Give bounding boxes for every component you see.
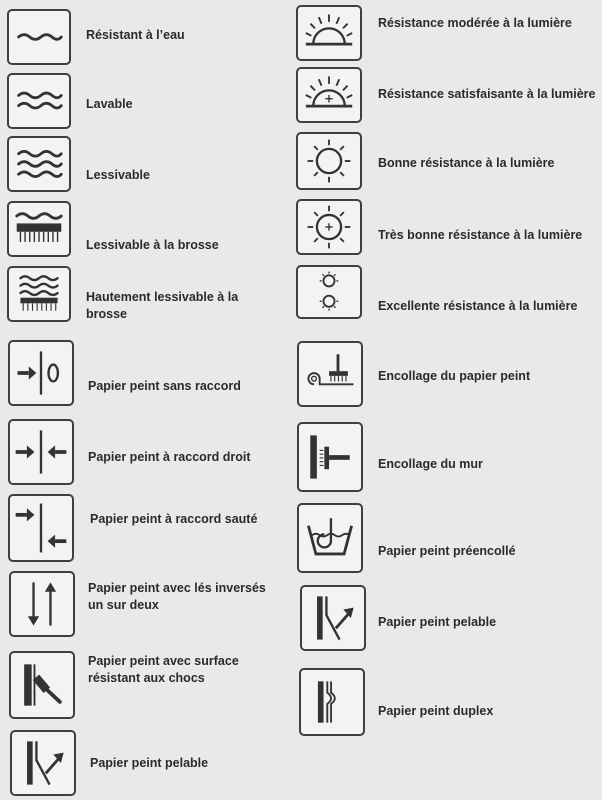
peel-arrow-icon [300, 585, 366, 651]
duplex-layers-icon [299, 668, 365, 736]
waves-brush-icon [7, 266, 71, 322]
reverse-arrows-icon [9, 571, 75, 637]
hammer-wall-icon [9, 651, 75, 719]
label-reverse-hanging: Papier peint avec lés inversés un sur deux [88, 581, 266, 612]
arrow-line-zero-icon [8, 340, 74, 406]
arrows-straight-match-icon [8, 419, 74, 485]
wave-brush-icon [7, 201, 71, 257]
label-no-match: Papier peint sans raccord [88, 379, 241, 393]
label-very-good-light: Très bonne résistance à la lumière [378, 228, 583, 242]
paste-wall-icon [297, 422, 363, 492]
label-moderate-light: Résistance modérée à la lumière [378, 16, 572, 30]
three-waves-icon [7, 136, 71, 192]
label-washable: Lavable [86, 97, 133, 111]
half-sun-icon [296, 5, 362, 61]
peel-arrow-icon [10, 730, 76, 796]
paste-roll-icon [297, 341, 363, 407]
sun-plus-icon [296, 199, 362, 255]
label-scrubbable: Lessivable [86, 168, 150, 182]
label-peelable-right: Papier peint pelable [378, 615, 497, 629]
label-paste-wall: Encollage du mur [378, 457, 483, 471]
one-wave-icon [7, 9, 71, 65]
label-duplex: Papier peint duplex [378, 704, 494, 718]
label-straight-match: Papier peint à raccord droit [88, 450, 251, 464]
label-satisfactory-light: Résistance satisfaisante à la lumière [378, 87, 596, 101]
label-offset-match: Papier peint à raccord sauté [90, 512, 258, 526]
arrows-offset-match-icon [8, 494, 74, 562]
label-paste-paper: Encollage du papier peint [378, 369, 531, 383]
label-peelable-left: Papier peint pelable [90, 756, 209, 770]
label-good-light: Bonne résistance à la lumière [378, 156, 555, 170]
label-water-resistant: Résistant à l’eau [86, 28, 185, 42]
label-brush-scrubbable: Lessivable à la brosse [86, 238, 219, 252]
water-bath-icon [297, 503, 363, 573]
two-waves-icon [7, 73, 71, 129]
half-sun-plus-icon [296, 67, 362, 123]
sun-icon [296, 132, 362, 190]
double-sun-icon [296, 265, 362, 319]
label-prepasted: Papier peint préencollé [378, 544, 516, 558]
label-excellent-light: Excellente résistance à la lumière [378, 299, 578, 313]
label-impact-resistant: Papier peint avec surface résistant aux chocs [88, 654, 239, 685]
label-highly-brush-scrubbable: Hautement lessivable à la brosse [86, 290, 239, 321]
